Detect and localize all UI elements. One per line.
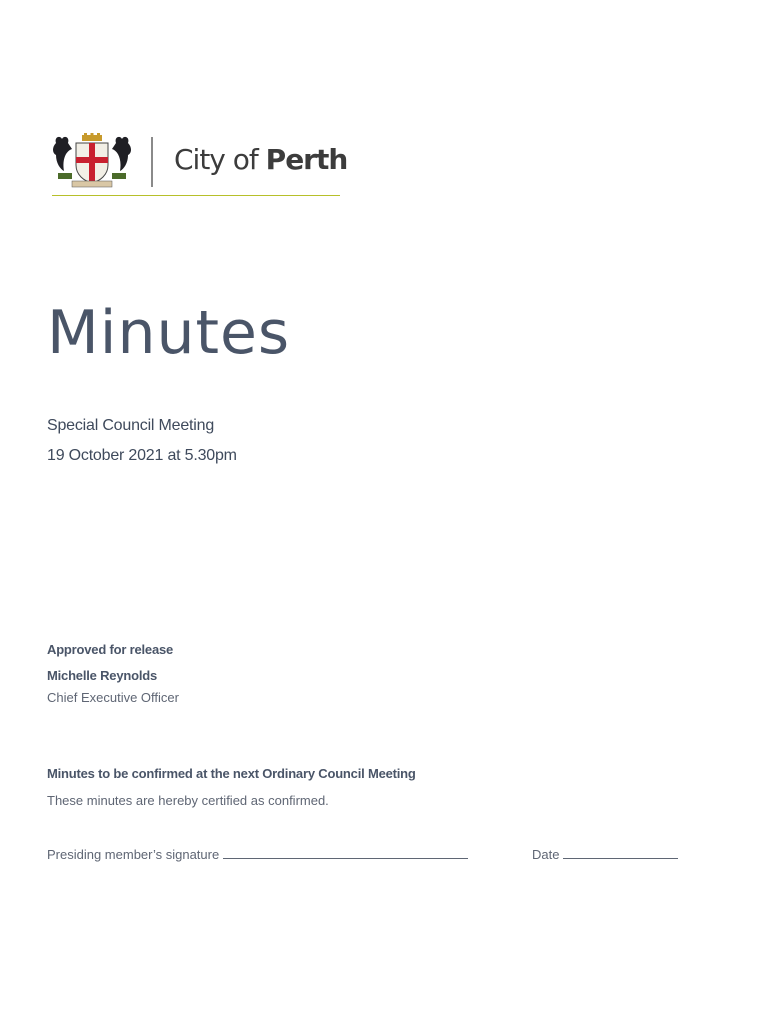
signature-field <box>47 846 468 862</box>
meeting-date: 19 October 2021 at 5.30pm <box>47 447 237 464</box>
signature-label: Presiding member’s signature <box>47 847 220 862</box>
approved-label: Approved for release <box>47 642 174 657</box>
logo-wordmark <box>174 143 347 176</box>
city-of-perth-logo <box>52 133 348 197</box>
coat-of-arms-icon <box>52 133 132 189</box>
logo-text-bold: Perth <box>265 143 348 176</box>
confirmation-heading: Minutes to be confirmed at the next Ordinary Council Meeting <box>47 766 416 781</box>
document-title: Minutes <box>47 298 291 368</box>
meeting-type: Special Council Meeting <box>47 417 215 434</box>
certification-statement: These minutes are hereby certified as confirmed. <box>47 793 329 808</box>
date-label: Date <box>532 847 560 862</box>
logo-underline <box>52 195 340 196</box>
signature-blank-line <box>223 846 468 859</box>
date-field <box>532 846 678 862</box>
logo-divider <box>151 137 153 187</box>
approver-name: Michelle Reynolds <box>47 668 158 683</box>
approver-position: Chief Executive Officer <box>47 690 179 705</box>
date-blank-line <box>563 846 678 859</box>
logo-text-light: City of <box>174 143 266 176</box>
